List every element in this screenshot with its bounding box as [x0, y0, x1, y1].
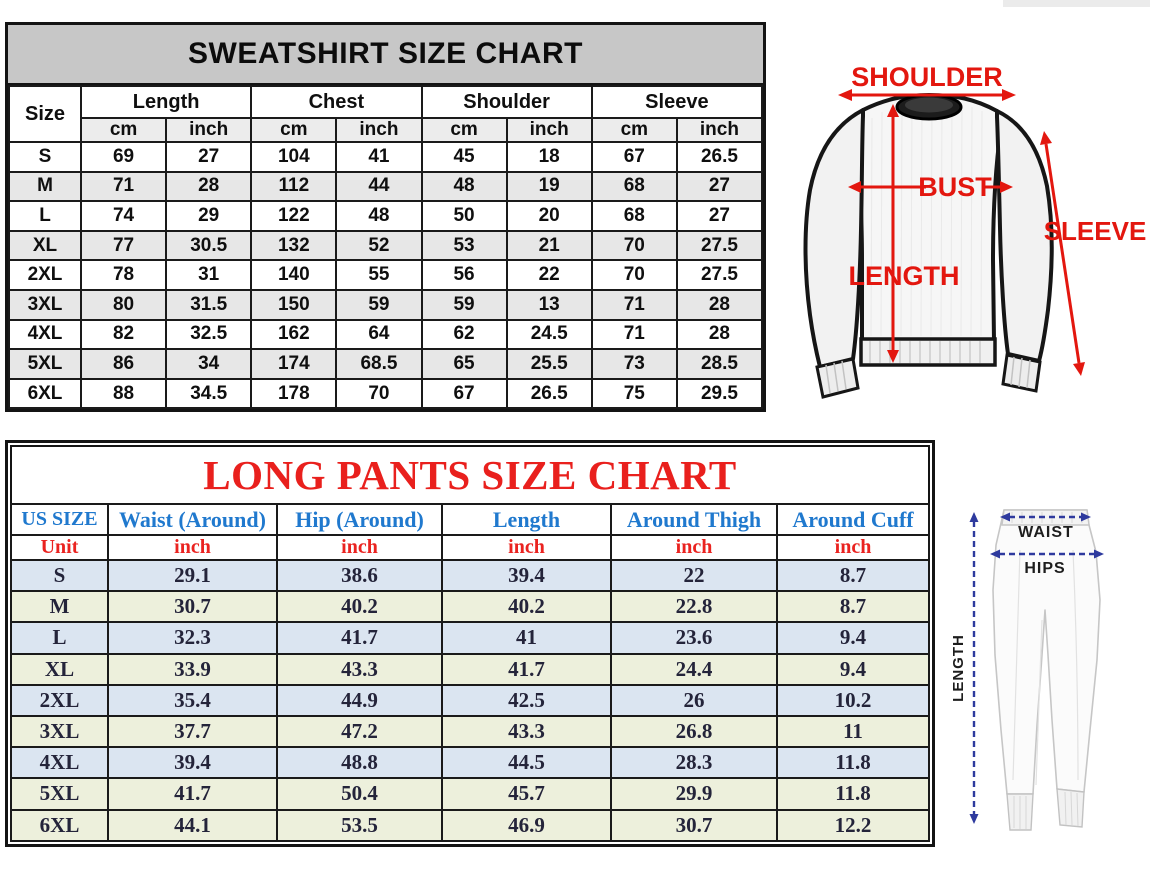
- value-cell: 28: [677, 320, 762, 350]
- unit-cell: inch: [277, 535, 442, 560]
- pants-row-L: [11, 622, 929, 653]
- value-cell: 29.9: [611, 778, 777, 809]
- pants-table: [10, 503, 930, 842]
- value-cell: 59: [336, 290, 421, 320]
- length-header: Length: [442, 504, 611, 535]
- value-cell: 41.7: [277, 622, 442, 653]
- value-cell: 67: [422, 379, 507, 409]
- size-cell: L: [11, 622, 108, 653]
- size-cell: 5XL: [9, 349, 81, 379]
- value-cell: 45.7: [442, 778, 611, 809]
- value-cell: 71: [81, 172, 166, 202]
- sweatshirt-measure-figure: [760, 0, 1150, 432]
- pants-row-6XL: [11, 810, 929, 841]
- value-cell: 27.5: [677, 260, 762, 290]
- value-cell: 28: [677, 290, 762, 320]
- value-cell: 55: [336, 260, 421, 290]
- unit-header-inch: inch: [166, 118, 251, 142]
- sweatshirt-row-S: [9, 142, 762, 172]
- size-cell: 2XL: [11, 685, 108, 716]
- value-cell: 29: [166, 201, 251, 231]
- pants-row-XL: [11, 654, 929, 685]
- right-pant-cuff: [1057, 789, 1084, 827]
- size-cell: 6XL: [9, 379, 81, 409]
- sweatshirt-row-5XL: [9, 349, 762, 379]
- value-cell: 47.2: [277, 716, 442, 747]
- value-cell: 45: [422, 142, 507, 172]
- value-cell: 44.5: [442, 747, 611, 778]
- length-group-header: Length: [81, 86, 251, 118]
- value-cell: 10.2: [777, 685, 929, 716]
- value-cell: 44.1: [108, 810, 277, 841]
- value-cell: 68.5: [336, 349, 421, 379]
- unit-cell: inch: [442, 535, 611, 560]
- size-cell: M: [11, 591, 108, 622]
- size-cell: 3XL: [11, 716, 108, 747]
- unit-header-row: [9, 118, 762, 142]
- value-cell: 37.7: [108, 716, 277, 747]
- value-cell: 68: [592, 201, 677, 231]
- value-cell: 41.7: [442, 654, 611, 685]
- value-cell: 46.9: [442, 810, 611, 841]
- value-cell: 41: [442, 622, 611, 653]
- hip-header: Hip (Around): [277, 504, 442, 535]
- left-cuff: [817, 359, 858, 397]
- value-cell: 174: [251, 349, 336, 379]
- length-figure-label: LENGTH: [848, 261, 960, 291]
- value-cell: 104: [251, 142, 336, 172]
- value-cell: 42.5: [442, 685, 611, 716]
- collar-inner: [905, 98, 953, 113]
- value-cell: 28.5: [677, 349, 762, 379]
- pants-body: [993, 510, 1100, 794]
- sweatshirt-chart-title: SWEATSHIRT SIZE CHART: [8, 25, 763, 85]
- unit-cell: inch: [611, 535, 777, 560]
- thigh-header: Around Thigh: [611, 504, 777, 535]
- size-cell: S: [9, 142, 81, 172]
- value-cell: 38.6: [277, 560, 442, 591]
- pants-row-3XL: [11, 716, 929, 747]
- unit-header-cm: cm: [422, 118, 507, 142]
- value-cell: 27: [166, 142, 251, 172]
- value-cell: 44: [336, 172, 421, 202]
- value-cell: 70: [592, 260, 677, 290]
- value-cell: 39.4: [442, 560, 611, 591]
- value-cell: 73: [592, 349, 677, 379]
- value-cell: 12.2: [777, 810, 929, 841]
- waist-figure-label: WAIST: [1018, 524, 1074, 541]
- value-cell: 30.7: [611, 810, 777, 841]
- sweatshirt-row-L: [9, 201, 762, 231]
- value-cell: 29.1: [108, 560, 277, 591]
- value-cell: 34: [166, 349, 251, 379]
- value-cell: 32.3: [108, 622, 277, 653]
- pants-waistband: [1002, 510, 1089, 525]
- value-cell: 26.5: [677, 142, 762, 172]
- value-cell: 82: [81, 320, 166, 350]
- value-cell: 28.3: [611, 747, 777, 778]
- value-cell: 178: [251, 379, 336, 409]
- hips-figure-label: HIPS: [1024, 560, 1066, 577]
- value-cell: 25.5: [507, 349, 592, 379]
- value-cell: 11.8: [777, 778, 929, 809]
- value-cell: 48.8: [277, 747, 442, 778]
- pants-row-2XL: [11, 685, 929, 716]
- value-cell: 162: [251, 320, 336, 350]
- value-cell: 33.9: [108, 654, 277, 685]
- pants-row-S: [11, 560, 929, 591]
- value-cell: 31.5: [166, 290, 251, 320]
- value-cell: 68: [592, 172, 677, 202]
- left-sleeve: [806, 110, 864, 367]
- chest-group-header: Chest: [251, 86, 421, 118]
- value-cell: 30.7: [108, 591, 277, 622]
- value-cell: 26.5: [507, 379, 592, 409]
- value-cell: 74: [81, 201, 166, 231]
- value-cell: 50: [422, 201, 507, 231]
- shoulder-group-header: Shoulder: [422, 86, 592, 118]
- value-cell: 48: [422, 172, 507, 202]
- value-cell: 24.4: [611, 654, 777, 685]
- value-cell: 70: [592, 231, 677, 261]
- sweatshirt-table-body: [9, 142, 762, 408]
- hem-band: [861, 339, 995, 365]
- value-cell: 22.8: [611, 591, 777, 622]
- value-cell: 8.7: [777, 560, 929, 591]
- unit-header-cm: cm: [251, 118, 336, 142]
- value-cell: 43.3: [277, 654, 442, 685]
- pants-row-M: [11, 591, 929, 622]
- sweatshirt-row-6XL: [9, 379, 762, 409]
- value-cell: 150: [251, 290, 336, 320]
- value-cell: 9.4: [777, 622, 929, 653]
- cuff-header: Around Cuff: [777, 504, 929, 535]
- value-cell: 8.7: [777, 591, 929, 622]
- value-cell: 43.3: [442, 716, 611, 747]
- value-cell: 29.5: [677, 379, 762, 409]
- sweatshirt-row-M: [9, 172, 762, 202]
- value-cell: 35.4: [108, 685, 277, 716]
- group-header-row: [9, 86, 762, 118]
- value-cell: 11: [777, 716, 929, 747]
- value-cell: 86: [81, 349, 166, 379]
- waist-header: Waist (Around): [108, 504, 277, 535]
- sweatshirt-row-4XL: [9, 320, 762, 350]
- value-cell: 53.5: [277, 810, 442, 841]
- value-cell: 59: [422, 290, 507, 320]
- value-cell: 26: [611, 685, 777, 716]
- value-cell: 9.4: [777, 654, 929, 685]
- size-cell: XL: [11, 654, 108, 685]
- value-cell: 24.5: [507, 320, 592, 350]
- value-cell: 28: [166, 172, 251, 202]
- sweatshirt-row-XL: [9, 231, 762, 261]
- pants-unit-row: [11, 535, 929, 560]
- value-cell: 64: [336, 320, 421, 350]
- value-cell: 75: [592, 379, 677, 409]
- size-cell: 4XL: [9, 320, 81, 350]
- pants-table-body: [11, 560, 929, 841]
- long-pants-size-chart: [5, 440, 935, 847]
- unit-cell: inch: [777, 535, 929, 560]
- value-cell: 34.5: [166, 379, 251, 409]
- value-cell: 112: [251, 172, 336, 202]
- pants-header-row: [11, 504, 929, 535]
- unit-header-cm: cm: [592, 118, 677, 142]
- value-cell: 71: [592, 320, 677, 350]
- us-size-header: US SIZE: [11, 504, 108, 535]
- value-cell: 22: [507, 260, 592, 290]
- value-cell: 62: [422, 320, 507, 350]
- value-cell: 65: [422, 349, 507, 379]
- value-cell: 48: [336, 201, 421, 231]
- value-cell: 30.5: [166, 231, 251, 261]
- sleeve-figure-label: SLEEVE: [1043, 216, 1147, 246]
- value-cell: 80: [81, 290, 166, 320]
- pants-length-figure-label: LENGTH: [950, 634, 967, 702]
- value-cell: 69: [81, 142, 166, 172]
- sweatshirt-table: [8, 85, 763, 409]
- value-cell: 77: [81, 231, 166, 261]
- value-cell: 27: [677, 201, 762, 231]
- value-cell: 19: [507, 172, 592, 202]
- sweatshirt-row-2XL: [9, 260, 762, 290]
- sleeve-group-header: Sleeve: [592, 86, 762, 118]
- value-cell: 70: [336, 379, 421, 409]
- value-cell: 22: [611, 560, 777, 591]
- size-cell: XL: [9, 231, 81, 261]
- value-cell: 53: [422, 231, 507, 261]
- value-cell: 39.4: [108, 747, 277, 778]
- size-cell: 6XL: [11, 810, 108, 841]
- value-cell: 67: [592, 142, 677, 172]
- value-cell: 18: [507, 142, 592, 172]
- value-cell: 52: [336, 231, 421, 261]
- value-cell: 40.2: [277, 591, 442, 622]
- sweatshirt-body: [857, 95, 1002, 341]
- value-cell: 20: [507, 201, 592, 231]
- value-cell: 31: [166, 260, 251, 290]
- value-cell: 23.6: [611, 622, 777, 653]
- pants-row-4XL: [11, 747, 929, 778]
- value-cell: 88: [81, 379, 166, 409]
- value-cell: 32.5: [166, 320, 251, 350]
- value-cell: 13: [507, 290, 592, 320]
- shoulder-figure-label: SHOULDER: [851, 62, 1003, 92]
- unit-header-cm: cm: [81, 118, 166, 142]
- unit-header-inch: inch: [336, 118, 421, 142]
- unit-cell: inch: [108, 535, 277, 560]
- value-cell: 140: [251, 260, 336, 290]
- unit-header-inch: inch: [507, 118, 592, 142]
- unit-header-inch: inch: [677, 118, 762, 142]
- pants-measure-figure: [930, 440, 1150, 870]
- value-cell: 71: [592, 290, 677, 320]
- value-cell: 41: [336, 142, 421, 172]
- value-cell: 50.4: [277, 778, 442, 809]
- size-cell: 2XL: [9, 260, 81, 290]
- value-cell: 27: [677, 172, 762, 202]
- unit-label: Unit: [11, 535, 108, 560]
- size-cell: 3XL: [9, 290, 81, 320]
- pants-chart-title: LONG PANTS SIZE CHART: [10, 445, 930, 505]
- value-cell: 44.9: [277, 685, 442, 716]
- value-cell: 27.5: [677, 231, 762, 261]
- size-cell: L: [9, 201, 81, 231]
- value-cell: 41.7: [108, 778, 277, 809]
- sweatshirt-size-chart: [5, 22, 766, 412]
- value-cell: 56: [422, 260, 507, 290]
- value-cell: 11.8: [777, 747, 929, 778]
- value-cell: 122: [251, 201, 336, 231]
- value-cell: 78: [81, 260, 166, 290]
- value-cell: 132: [251, 231, 336, 261]
- size-cell: M: [9, 172, 81, 202]
- value-cell: 21: [507, 231, 592, 261]
- size-column-header: Size: [9, 86, 81, 142]
- bust-figure-label: BUST: [918, 172, 992, 202]
- value-cell: 26.8: [611, 716, 777, 747]
- pants-row-5XL: [11, 778, 929, 809]
- size-cell: S: [11, 560, 108, 591]
- size-cell: 5XL: [11, 778, 108, 809]
- sweatshirt-row-3XL: [9, 290, 762, 320]
- value-cell: 40.2: [442, 591, 611, 622]
- size-cell: 4XL: [11, 747, 108, 778]
